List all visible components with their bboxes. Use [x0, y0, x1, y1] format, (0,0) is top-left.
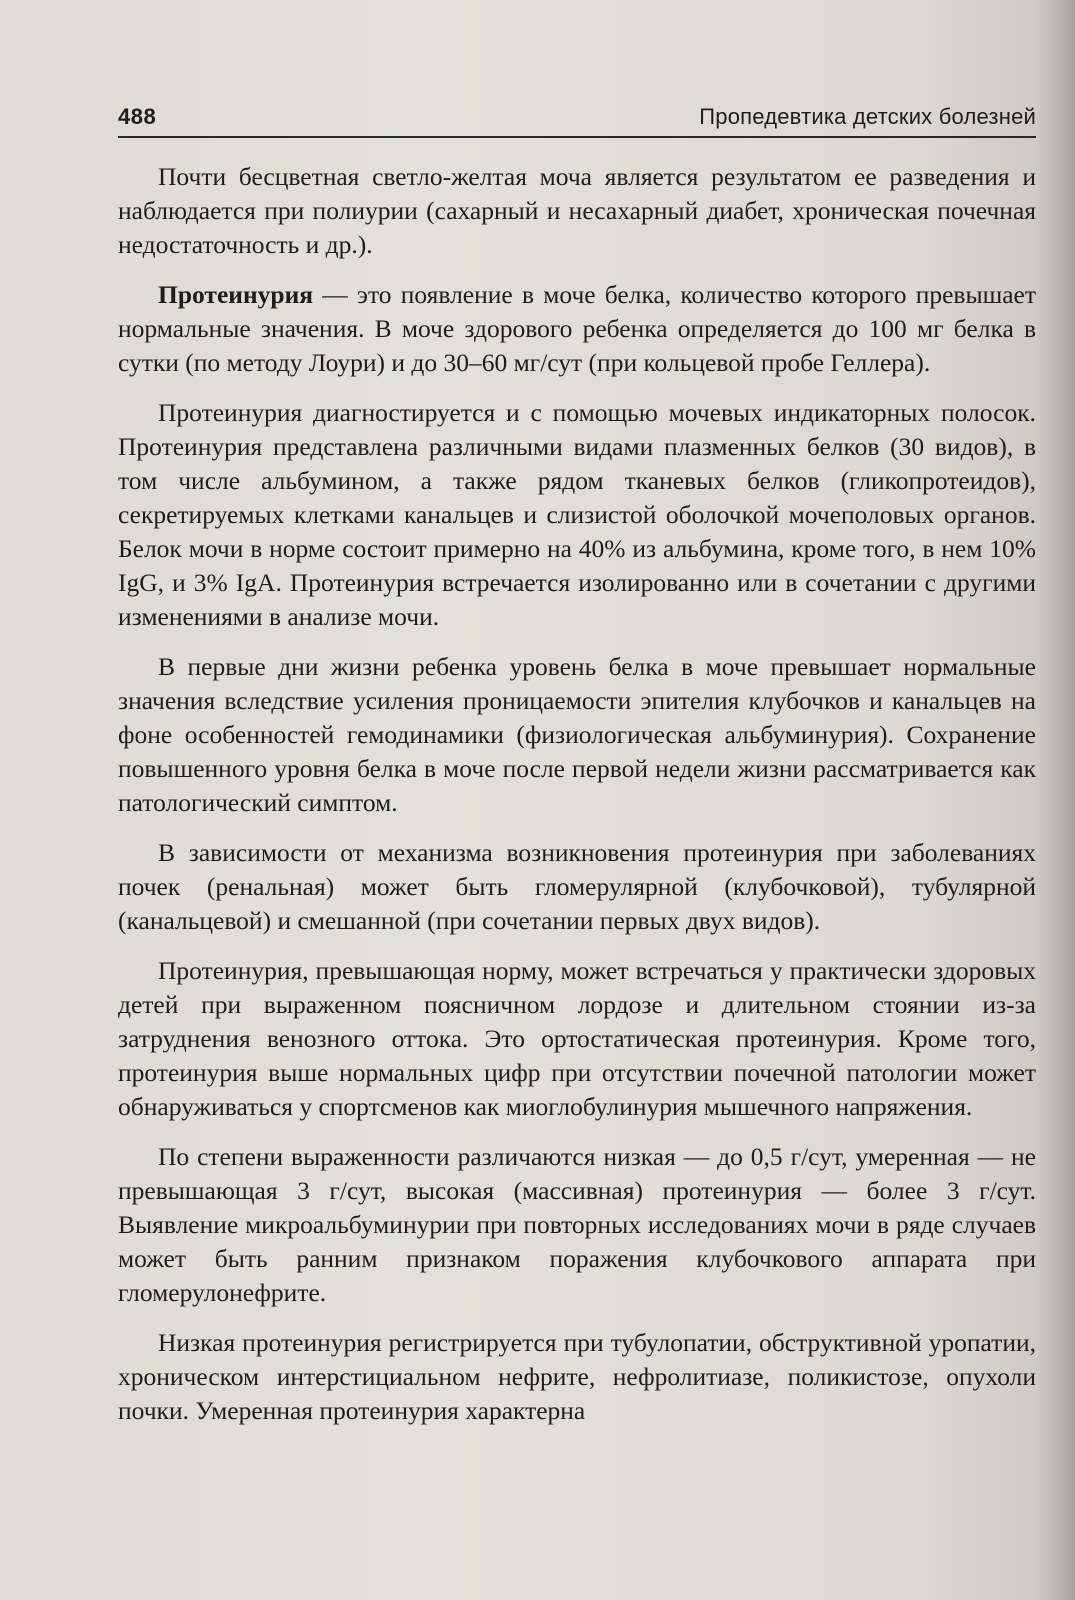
running-header [118, 100, 1036, 138]
paragraph-text: Низкая протеинурия регистрируется при тубулопатии, обструктивной уропатии, хроническом интерстициальном нефрите, нефролитиазе, поликистозе, опухоли почки. Умеренная протеинурия характерна [118, 1328, 1036, 1425]
paragraph [118, 650, 1036, 820]
page-number: 488 [118, 104, 157, 129]
paragraph [118, 836, 1036, 938]
paragraph [118, 954, 1036, 1124]
paragraph [118, 1140, 1036, 1310]
paragraph-text: Почти бесцветная светло-желтая моча является результатом ее разведения и наблюдается при полиурии (сахарный и несахарный диабет, хроническая почечная недостаточность и др.). [118, 162, 1036, 259]
paragraph-text: В зависимости от механизма возникновения протеинурия при заболеваниях почек (ренальная) может быть гломерулярной (клубочковой), тубулярной (канальцевой) и смешанной (при сочетании первых двух видов). [118, 838, 1036, 935]
main-text [118, 160, 1036, 1428]
paragraph-text: Протеинурия диагностируется и с помощью мочевых индикаторных полосок. Протеинурия представлена различными видами плазменных белков (30 видов), в том числе альбумином, а также рядом тканевых белков (гликопротеидов), секретируемых клетками канальцев и слизистой оболочкой мочеполовых органов. Белок мочи в норме состоит примерно на 40% из альбумина, кроме того, в нем 10% IgG, и 3% IgA. Протеинурия встречается изолированно или в сочетании с другими изменениями в анализе мочи. [118, 398, 1036, 631]
book-title: Пропедевтика детских болезней [699, 104, 1036, 129]
paragraph-text: По степени выраженности различаются низкая — до 0,5 г/сут, умеренная — не превышающая 3 г/сут, высокая (массивная) протеинурия — более 3 г/сут. Выявление микроальбуминурии при повторных исследованиях мочи в ряде случаев может быть ранним признаком поражения клубочкового аппарата при гломерулонефрите. [118, 1142, 1036, 1307]
paragraph [118, 396, 1036, 634]
paragraph [118, 160, 1036, 262]
paragraph-text: Протеинурия, превышающая норму, может встречаться у практически здоровых детей при выраженном поясничном лордозе и длительном стоянии из-за затруднения венозного оттока. Это ортостатическая протеинурия. Кроме того, протеинурия выше нормальных цифр при отсутствии почечной патологии может обнаруживаться у спортсменов как миоглобулинурия мышечного напряжения. [118, 956, 1036, 1121]
paragraph [118, 1326, 1036, 1428]
paragraph [118, 278, 1036, 380]
term-heading: Протеинурия [158, 280, 314, 309]
paragraph-text: — это появление в моче белка, количество которого превышает нормальные значения. В моче здорового ребенка определяется до 100 мг белка в сутки (по методу Лоури) и до 30–60 мг/сут (при кольцевой пробе Геллера). [118, 280, 1036, 377]
paragraph-text: В первые дни жизни ребенка уровень белка в моче превышает нормальные значения вследствие усиления проницаемости эпителия клубочков и канальцев на фоне особенностей гемодинамики (физиологическая альбуминурия). Сохранение повышенного уровня белка в моче после первой недели жизни рассматривается как патологический симптом. [118, 652, 1036, 817]
page-edge-shadow [1037, 0, 1075, 1600]
